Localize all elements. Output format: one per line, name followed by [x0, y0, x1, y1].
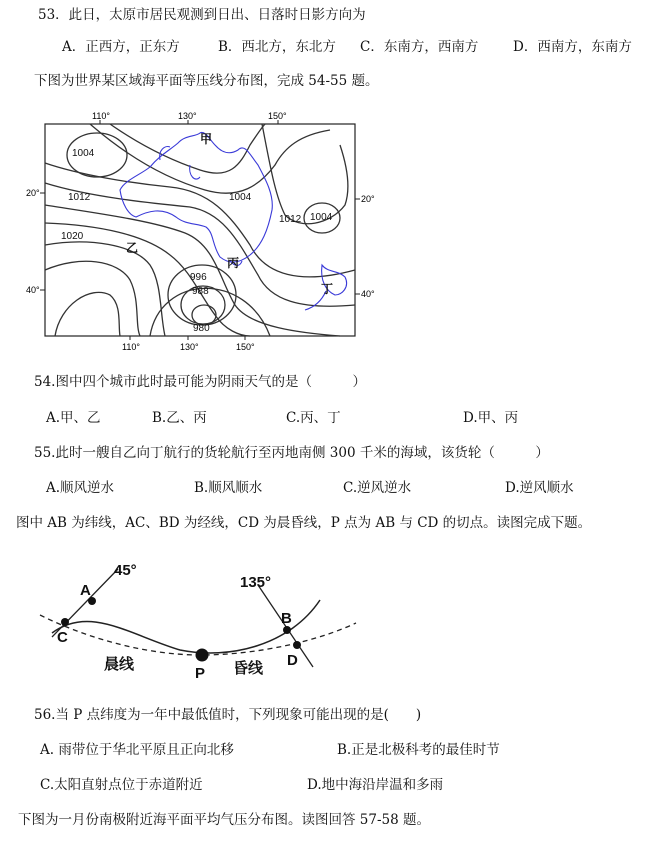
- isobar-label: 1012: [68, 192, 91, 203]
- isobar-label: 996: [190, 272, 207, 283]
- q53-option-c: C．东南方，西南方: [360, 39, 479, 55]
- label-d: D: [287, 652, 298, 669]
- intro-57-58: 下图为一月份南极附近海平面平均气压分布图。读图回答 57-58 题。: [18, 812, 430, 828]
- angle-135-label: 135°: [240, 574, 272, 591]
- point-d: [293, 641, 301, 649]
- q54-option-d: D.甲、丙: [463, 410, 519, 426]
- q55-option-d: D.逆风顺水: [505, 480, 574, 496]
- city-ding: 丁: [321, 282, 334, 296]
- label-b: B: [281, 610, 292, 627]
- dawn-line-label: 晨线: [104, 656, 135, 673]
- isobar-label: 1004: [229, 192, 252, 203]
- q56-option-b: B.正是北极科考的最佳时节: [337, 742, 500, 758]
- lat-right-40: 40°: [361, 289, 375, 299]
- q54-stem: 54.图中四个城市此时最可能为阴雨天气的是（ ）: [34, 374, 366, 390]
- q53-stem: 53．此日，太原市居民观测到日出、日落时日影方向为: [38, 7, 366, 23]
- point-p: [196, 649, 209, 662]
- intro-56: 图中 AB 为纬线，AC、BD 为经线，CD 为晨昏线，P 点为 AB 与 CD 的切点。读图完成下题。: [16, 515, 592, 531]
- isobar-label: 980: [193, 323, 210, 334]
- lon-top-110: 110°: [92, 111, 110, 121]
- label-c: C: [57, 629, 68, 646]
- q56-stem: 56.当 P 点纬度为一年中最低值时，下列现象可能出现的是( ): [34, 707, 422, 723]
- latitude-line-ab: [52, 600, 320, 653]
- lon-bottom-150: 150°: [236, 342, 255, 352]
- lon-top-130: 130°: [178, 111, 197, 121]
- terminator-diagram: [0, 555, 400, 690]
- isobar-label: 1020: [61, 231, 84, 242]
- lat-left-20: 20°: [26, 188, 40, 198]
- q55-stem: 55.此时一艘自乙向丁航行的货轮航行至丙地南侧 300 千米的海域，该货轮（ ）: [34, 445, 549, 461]
- city-yi: 乙: [126, 241, 139, 255]
- q53-option-a: A．正西方，正东方: [62, 39, 180, 55]
- label-a: A: [80, 582, 91, 599]
- point-b: [283, 626, 291, 634]
- dusk-line-label: 昏线: [233, 660, 264, 677]
- q54-option-a: A.甲、乙: [46, 410, 101, 426]
- isobar-label: 1012: [279, 214, 302, 225]
- q55-option-b: B.顺风顺水: [194, 480, 263, 496]
- angle-45-label: 45°: [114, 562, 137, 579]
- q56-option-a: A. 雨带位于华北平原且正向北移: [40, 742, 234, 758]
- point-c: [61, 618, 69, 626]
- lat-right-20: 20°: [361, 194, 375, 204]
- city-jia: 甲: [200, 132, 213, 146]
- isobar-label: 1004: [310, 212, 333, 223]
- isobar-label: 1004: [72, 148, 95, 159]
- label-p: P: [195, 665, 206, 682]
- lon-bottom-110: 110°: [122, 342, 140, 352]
- q54-option-b: B.乙、丙: [152, 410, 207, 426]
- lon-bottom-130: 130°: [180, 342, 199, 352]
- q55-option-c: C.逆风逆水: [343, 480, 412, 496]
- lat-left-40: 40°: [26, 285, 40, 295]
- q55-option-a: A.顺风逆水: [46, 480, 115, 496]
- meridian-ac: [52, 569, 118, 637]
- city-bing: 丙: [227, 256, 240, 270]
- isobar-label: 988: [192, 286, 209, 297]
- isobar-map: [0, 105, 400, 355]
- q53-option-b: B．西北方，东北方: [218, 39, 336, 55]
- intro-54-55: 下图为世界某区域海平面等压线分布图，完成 54-55 题。: [34, 73, 379, 89]
- lon-top-150: 150°: [268, 111, 287, 121]
- q56-option-d: D.地中海沿岸温和多雨: [307, 777, 444, 793]
- q53-option-d: D．西南方，东南方: [513, 39, 632, 55]
- q54-option-c: C.丙、丁: [286, 410, 341, 426]
- q56-option-c: C.太阳直射点位于赤道附近: [40, 777, 203, 793]
